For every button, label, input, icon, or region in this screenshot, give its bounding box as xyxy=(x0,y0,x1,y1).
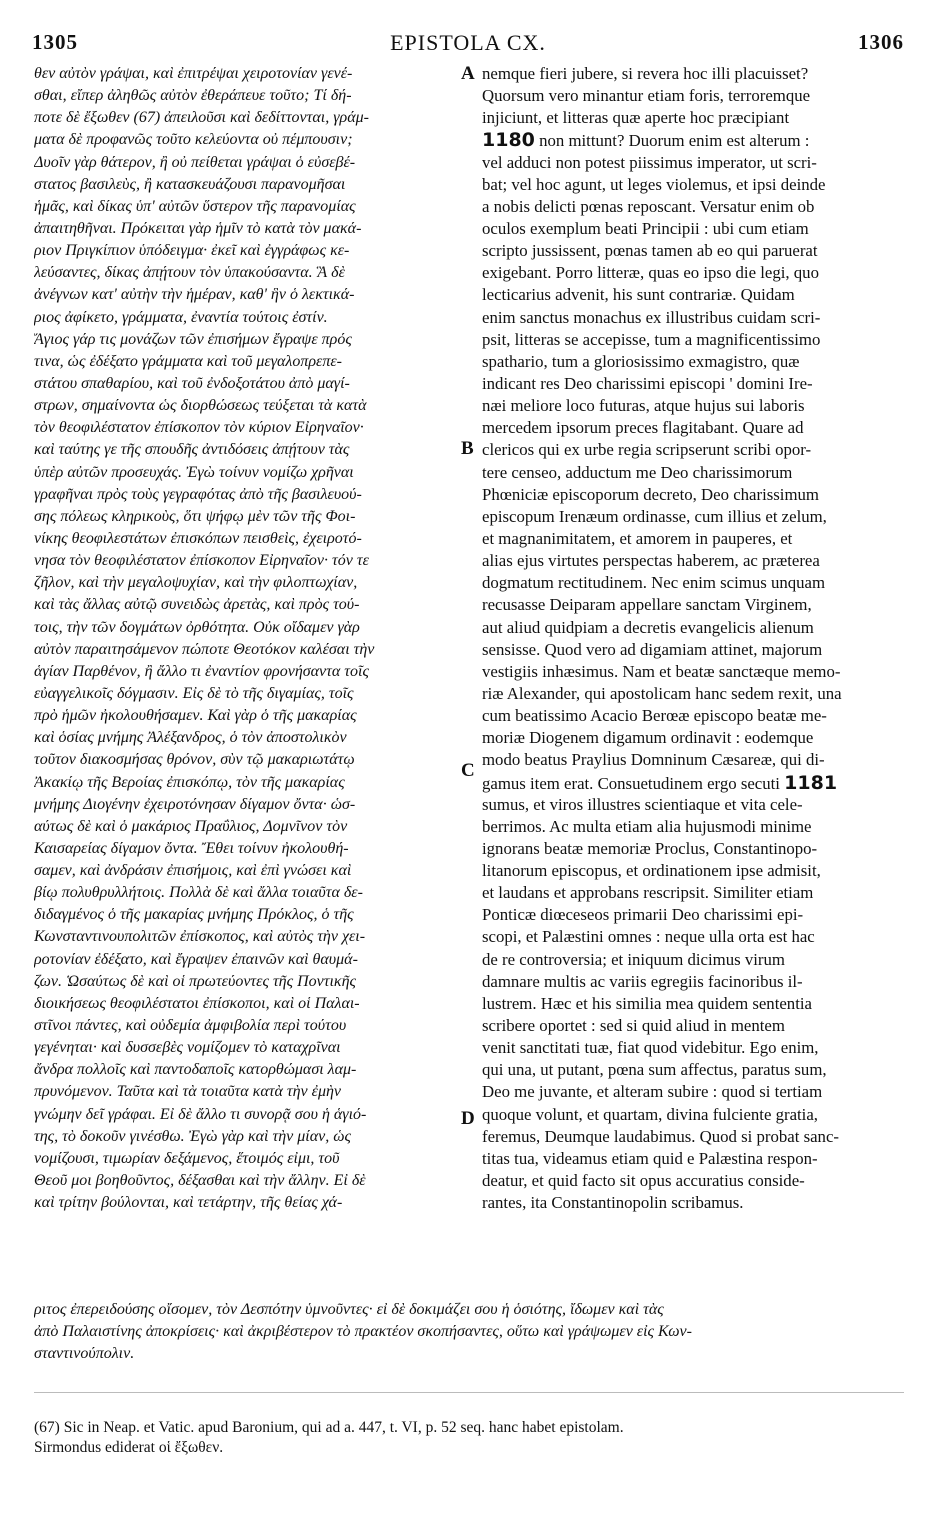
greek-text-line: Κωνσταντινουπολιτῶν ἐπίσκοπος, καὶ αὐτὸς τὴν χει- xyxy=(34,928,366,946)
greek-text-line: γραφῆναι πρὸς τοὺς γεγραφότας ἀπὸ τῆς βασιλευού- xyxy=(34,485,362,503)
greek-text-line: καὶ ὁσίας μνήμης Ἀλέξανδρος, ὁ τὸν ἀποστολικὸν xyxy=(34,729,347,747)
column-number: 1181 xyxy=(784,771,838,794)
greek-text-line: πρυνόμενον. Ταῦτα καὶ τὰ τοιαῦτα κατὰ τὴν ἐμὴν xyxy=(34,1083,342,1101)
greek-text-line: ὑπὲρ αὐτῶν προσευχάς. Ἐγὼ τοίνυν νομίζω χρῆναι xyxy=(34,463,354,481)
latin-text-line: deatur, et quid facto sit opus accuratius conside- xyxy=(482,1171,805,1191)
latin-text-line: indicant res Deo charissimi episcopi ' domini Ire- xyxy=(482,373,813,393)
full-width-text-line: ἀπὸ Παλαιστίνης ἀποκρίσεις· καὶ ἀκριβέστερον τὸ πρακτέον σκοπήσαντες, οὕτω καὶ γράψωμεν εἰς Κων- xyxy=(34,1323,692,1340)
latin-text-line: aut aliud quidpiam a decretis evangelicis alienum xyxy=(482,617,814,637)
greek-text-line: ροτονίαν ἐδέξατο, καὶ ἔγραψεν ἐπαινῶν καὶ θαυμά- xyxy=(34,950,358,968)
latin-text-line: bat; vel hoc agunt, ut leges violemus, et ipsi deinde xyxy=(482,174,826,194)
greek-text-line: στατος βασιλεὺς, ἢ κατασκευάζουσι παρανομῆσαι xyxy=(34,175,346,193)
latin-text-line: lustrem. Hæc et his similia mea quidem sententia xyxy=(482,993,812,1013)
greek-text-line: διοικήσεως θεοφιλέστατοι ἐπίσκοποι, καὶ οἱ Παλαι- xyxy=(34,994,360,1012)
page-number-left: 1305 xyxy=(32,30,78,54)
page-header xyxy=(32,30,904,60)
greek-text-line: ριος ἀφίκετο, γράμματα, ἐναντία τούτοις ἐστίν. xyxy=(34,308,328,326)
latin-text-line: exigebant. Porro litteræ, quas eo ipso die legi, quo xyxy=(482,263,819,283)
latin-text-line: feremus, Deumque laudabimus. Quod si probat sanc- xyxy=(482,1126,839,1146)
latin-text-line: injiciunt, et litteras quæ aperte hoc præcipiant xyxy=(482,108,790,128)
greek-text-line: σθαι, εἴπερ ἀληθῶς αὐτὸν ἐθεράπευε τοῦτο; Τί δή- xyxy=(34,87,352,105)
latin-text-line: oculos exemplum beati Principii : ubi cum etiam xyxy=(482,218,809,238)
greek-text-line: γνώμην δεῖ γράφαι. Εἰ δὲ ἄλλο τι συνορᾷ σου ἡ ἁγιό- xyxy=(34,1105,367,1123)
latin-text-line: berrimos. Ac multa etiam alia hujusmodi minime xyxy=(482,816,812,836)
greek-text-line: βίῳ πολυθρυλλήτοις. Πολλὰ δὲ καὶ ἄλλα τοιαῦτα δε- xyxy=(34,884,363,902)
latin-text-line: et laudans et approbans rescripsit. Similiter etiam xyxy=(482,883,814,903)
latin-text-line: quoque volunt, et quartam, divina fulciente gratia, xyxy=(482,1104,818,1124)
latin-text-line: recusasse Deiparam appellare sanctam Virginem, xyxy=(482,595,812,615)
latin-text-line: mercedem ipsorum preces flagitabant. Quare ad xyxy=(482,418,804,438)
greek-text-line: καὶ τὰς ἄλλας αὐτῷ συνειδὼς ἀρετὰς, καὶ πρὸς τού- xyxy=(34,596,360,614)
latin-text-line: cum beatissimo Acacio Berœæ episcopo beatæ me- xyxy=(482,706,827,726)
greek-text-line: καὶ ταύτης γε τῆς σπουδῆς ἀντιδόσεις ἀπῄτουν τὰς xyxy=(34,441,350,459)
latin-text-line: qui una, ut putant, pœna sum affectus, paratus sum, xyxy=(482,1060,827,1080)
greek-text-line: τοις, τὴν τῶν δογμάτων ὀρθότητα. Οὐκ οἴδαμεν γὰρ xyxy=(34,618,360,636)
greek-text-line: εὐαγγελικοῖς δόγμασιν. Εἰς δὲ τὸ τῆς διγαμίας, τοῖς xyxy=(34,684,354,702)
footnote xyxy=(34,1418,904,1458)
latin-text-line: sumus, et viros illustres scientiaque et vita cele- xyxy=(482,794,803,814)
greek-text-line: θεν αὐτὸν γράψαι, καὶ ἐπιτρέψαι χειροτονίαν γενέ- xyxy=(34,65,353,82)
greek-text-line: σαμεν, καὶ ἀνδράσιν ἐπισήμοις, καὶ ἐπὶ γνώσει καὶ xyxy=(34,862,352,880)
greek-text-line: αύτως δὲ καὶ ὁ μακάριος Πραΰλιος, Δομνῖνον τὸν xyxy=(34,817,348,835)
greek-text-line: νομίζουσι, τιμωρίαν δεξάμενος, ἕτοιμός εἰμι, τοῦ xyxy=(34,1149,340,1167)
latin-text-line: ignorans beatæ memoriæ Proclus, Constantinopo- xyxy=(482,838,818,858)
latin-text-line: lecticarius advenit, his sunt contrariæ. Quidam xyxy=(482,285,795,305)
latin-text-line: Phœniciæ episcoporum decreto, Deo charissimum xyxy=(482,484,819,504)
latin-text-line: psit, litteras se accepisse, tum a magnificentissimo xyxy=(482,329,821,349)
margin-letter-c: C xyxy=(461,760,475,781)
footnote-rule xyxy=(34,1392,904,1393)
greek-text-line: ἄνδρα πολλοῖς καὶ παντοδαποῖς κατορθώμασι λαμ- xyxy=(34,1061,357,1079)
latin-text-line: venit sanctitati tuæ, fiat quod videbitur. Ego enim, xyxy=(482,1038,819,1058)
latin-text-line: enim sanctus monachus ex illustribus cuidam scri- xyxy=(482,307,821,327)
latin-text-line: et magnanimitatem, et amorem in pauperes, et xyxy=(482,528,793,548)
latin-text-line: alias ejus virtutes perspectas haberem, ac præterea xyxy=(482,551,820,571)
page-title: EPISTOLA CX. xyxy=(390,30,546,55)
latin-text-line: gamus item erat. Consuetudinem ergo secuti 1181 xyxy=(482,771,838,794)
greek-text-line: νίκης θεοφιλεστάτων ἐπισκόπων πεισθεὶς, ἐχειροτό- xyxy=(34,529,362,547)
latin-text-line: riæ Alexander, qui apostolicam hanc sedem rexit, una xyxy=(482,683,842,703)
greek-text-line: καὶ τρίτην βούλονται, καὶ τετάρτην, τῆς θείας χά- xyxy=(34,1194,343,1212)
greek-text-line: Καισαρείας δίγαμον ὄντα. Ἔθει τοίνυν ἠκολουθή- xyxy=(34,839,349,857)
latin-text-line: dogmatum rectitudinem. Nec enim scimus unquam xyxy=(482,573,826,593)
latin-text-line: rantes, ita Constantinopolin scribamus. xyxy=(482,1193,744,1213)
latin-text-line: damnare multis ac variis egregiis facinoribus il- xyxy=(482,971,803,991)
greek-text-line: στάτου σπαθαρίου, καὶ τοῦ ἐνδοξοτάτου ἀπὸ μαγί- xyxy=(34,374,350,392)
greek-text-line: ποτε δὲ ἔξωθεν (67) ἀπειλοῦσι καὶ δεδίττονται, γράμ- xyxy=(34,109,369,127)
margin-letter-d: D xyxy=(461,1108,475,1129)
greek-text-line: ἡμᾶς, καὶ δίκας ὑπ' αὐτῶν ὕστερον τῆς παρανομίας xyxy=(34,197,356,215)
latin-text-line: moriæ Diogenem digamum ordinavit : eodemque xyxy=(482,728,814,748)
greek-text-line: ἀνέγνων κατ' αὐτὴν τὴν ἡμέραν, καθ' ἣν ὁ λεκτικά- xyxy=(34,286,355,304)
latin-text-line: vestigiis inhæsimus. Nam et beatæ sanctæque memo- xyxy=(482,661,841,681)
greek-text-line: σης πόλεως κληρικοὺς, ὅτι ψήφῳ μὲν τῶν τῆς Φοι- xyxy=(34,507,356,525)
latin-text-line: nemque fieri jubere, si revera hoc illi placuisset? xyxy=(482,64,809,83)
latin-text-line: næi meliore loco futuras, atque hujus sui laboris xyxy=(482,396,805,416)
latin-text-line: Ponticæ diœceseos primarii Deo charissimi epi- xyxy=(482,905,804,925)
greek-text-line: τὸν θεοφιλέστατον ἐπίσκοπον τὸν κύριον Εἰρηναῖον· xyxy=(34,419,364,437)
greek-text-line: ἀπαιτηθῆναι. Πρόκειται γὰρ ἡμῖν τὸ κατὰ τὸν μακά- xyxy=(34,219,362,237)
greek-text-line: ματα δὲ προφανῶς τοῦτο κελεύοντα οὐ πέμπουσιν; xyxy=(34,131,353,149)
latin-text-line: de re controversia; et iniquum dicimus virum xyxy=(482,949,785,969)
latin-text-line: clericos qui ex urbe regia scripserunt scribi opor- xyxy=(482,440,812,460)
greek-text-line: γεγένηται· καὶ δυσσεβὲς νομίζομεν τὸ καταχρῖναι xyxy=(34,1039,341,1057)
latin-text-line: Quorsum vero minantur etiam foris, terroremque xyxy=(482,86,811,106)
latin-text-line: 1180 non mittunt? Duorum enim est alterum : xyxy=(482,129,810,152)
latin-text-line: Deo me juvante, et alteram subire : quod si tertiam xyxy=(482,1082,823,1102)
greek-text-line: Δυοῖν γὰρ θάτερον, ἢ οὐ πείθεται γράψαι ὁ εὐσεβέ- xyxy=(34,153,356,171)
greek-text-line: μνήμης Διογένην ἐχειροτόνησαν δίγαμον ὄντα· ὡσ- xyxy=(34,795,356,813)
latin-text-line: scribere oportet : sed si quid aliud in mentem xyxy=(482,1016,785,1036)
greek-text-line: Ἀκακίῳ τῆς Βεροίας ἐπισκόπῳ, τὸν τῆς μακαρίας xyxy=(34,773,345,791)
latin-text-line: titas tua, videamus etiam quid e Palæstina respon- xyxy=(482,1148,818,1168)
greek-text-line: πρὸ ἡμῶν ἠκολουθήσαμεν. Καὶ γὰρ ὁ τῆς μακαρίας xyxy=(34,707,357,725)
latin-column xyxy=(482,63,900,1214)
latin-text-line: vel adduci non potest piissimus imperator, ut scri- xyxy=(482,152,817,172)
greek-text-line: ζῆλον, καὶ τὴν μεγαλοψυχίαν, καὶ τὴν φιλοπτωχίαν, xyxy=(34,574,358,592)
greek-text-line: της, τὸ δοκοῦν γινέσθω. Ἐγὼ γὰρ καὶ τὴν μίαν, ὡς xyxy=(34,1127,352,1145)
greek-text-line: ζων. Ὡσαύτως δὲ καὶ οἱ πρωτεύοντες τῆς Ποντικῆς xyxy=(34,972,357,990)
greek-text-line: λεύσαντες, δίκας ἀπῄτουν τὸν ὑπακούσαντα. Ἃ δὲ xyxy=(34,264,345,282)
footnote-line: Sirmondus ediderat οἱ ἔξωθεν. xyxy=(34,1439,224,1456)
latin-text-line: modo beatus Praylius Domninum Cæsareæ, qui di- xyxy=(482,750,825,770)
greek-text-line: ἁγίαν Παρθένον, ἢ ἄλλο τι ἐναντίον φρονήσαντα τοῖς xyxy=(34,662,369,680)
greek-text-line: στῖνοι πάντες, καὶ οὐδεμία ἀμφιβολία περὶ τούτου xyxy=(34,1017,347,1035)
latin-text-line: scripto jussissent, pœnas tamen ab eo qui paruerat xyxy=(482,241,818,261)
latin-text-line: spathario, tum a gloriosissimo exmagistro, quæ xyxy=(482,351,800,371)
closing-greek-lines xyxy=(34,1299,904,1365)
greek-text-line: νησα τὸν θεοφιλέστατον ἐπίσκοπον Εἰρηναῖον· τόν τε xyxy=(34,552,369,570)
margin-letter-b: B xyxy=(461,438,474,459)
latin-text-line: tere censeo, adductum me Deo charissimorum xyxy=(482,462,793,482)
greek-column xyxy=(34,63,458,1214)
margin-letter-a: A xyxy=(461,63,475,84)
greek-text-line: διδαγμένος ὁ τῆς μακαρίας μνήμης Πρόκλος, ὁ τῆς xyxy=(34,906,354,924)
greek-text-line: Θεοῦ μοι βοηθοῦντος, δέξασθαι καὶ τὴν ἄλλην. Εἰ δὲ xyxy=(34,1172,366,1190)
greek-text-line: Ἅγιος γάρ τις μονάζων τῶν ἐπισήμων ἔγραψε πρός xyxy=(34,330,352,348)
greek-text-line: στρων, σημαίνοντα ὡς διορθώσεως τεύξεται τὰ κατὰ xyxy=(34,397,367,415)
footnote-line: (67) Sic in Neap. et Vatic. apud Baronium, qui ad a. 447, t. VI, p. 52 seq. hanc habet epistolam. xyxy=(34,1419,624,1436)
greek-text-line: αὐτὸν παραιτησάμενον πώποτε Θεοτόκον καλέσαι τὴν xyxy=(34,640,375,658)
latin-text-line: scopi, et Palæstini omnes : neque ulla orta est hac xyxy=(482,927,815,947)
latin-text-line: episcopum Irenæum ordinasse, cum illius et zelum, xyxy=(482,506,827,526)
latin-text-line: litanorum episcopus, et ordinationem ipse admisit, xyxy=(482,861,821,881)
greek-text-line: τινα, ὡς ἐδέξατο γράμματα καὶ τοῦ μεγαλοπρεπε- xyxy=(34,352,342,370)
full-width-text-line: σταντινούπολιν. xyxy=(34,1345,135,1362)
latin-text-line: sensisse. Quod vero ad digamiam attinet, majorum xyxy=(482,639,823,659)
latin-text-line: a nobis delicti pœnas reposcant. Versatur enim ob xyxy=(482,196,815,216)
column-number: 1180 xyxy=(482,129,535,152)
page-number-right: 1306 xyxy=(858,30,904,54)
greek-text-line: ριον Πριγκίπιον ὑπόδειγμα· ἐκεῖ καὶ ἐγγράφως κε- xyxy=(34,242,350,260)
greek-text-line: τοῦτον διακοσμήσας θρόνον, σὺν τῷ μακαριωτάτῳ xyxy=(34,751,355,769)
full-width-text-line: ριτος ἐπερειδούσης οἴσομεν, τὸν Δεσπότην ὑμνοῦντες· εἰ δὲ δοκιμάζει σου ἡ ὁσιότης, ἴδωμεν καὶ τὰς xyxy=(34,1301,664,1318)
